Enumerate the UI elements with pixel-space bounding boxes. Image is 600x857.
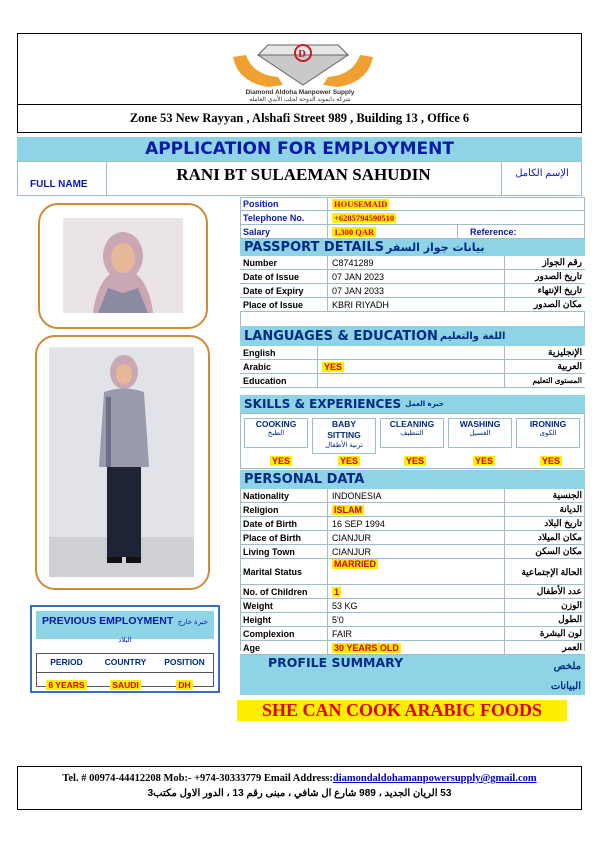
- skill-name: WASHING: [459, 419, 501, 429]
- skill-item: [516, 418, 580, 448]
- passport-header: [240, 239, 585, 256]
- personal-label-ar: تاريخ البلاد: [544, 518, 582, 528]
- language-row: [240, 346, 585, 360]
- personal-label-ar: مكان السكن: [535, 546, 582, 556]
- personal-label: Living Town: [240, 545, 328, 558]
- personal-label-ar: الطول: [558, 614, 582, 624]
- passport-label: Date of Issue: [240, 270, 328, 283]
- skill-name: IRONING: [529, 419, 567, 429]
- previous-employment-box: [30, 605, 220, 693]
- passport-title: PASSPORT DETAILS: [244, 240, 385, 255]
- passport-label-ar: رقم الجواز: [542, 257, 582, 267]
- salary-row: [240, 225, 585, 239]
- language-row: [240, 360, 585, 374]
- passport-value: 07 JAN 2033: [328, 284, 505, 297]
- passport-label: Number: [240, 256, 328, 269]
- marital-value: MARRIED: [334, 559, 376, 569]
- personal-label-ar: الوزن: [561, 600, 582, 610]
- skill-name-ar: الكوى: [539, 430, 557, 437]
- language-label-ar: العربية: [557, 361, 582, 371]
- profile-summary-title-ar: ملخص البيانات: [550, 661, 581, 692]
- prev-emp-period-value: 6 YEARS: [48, 680, 85, 690]
- full-name-row: [17, 161, 582, 196]
- footer-contact: [17, 773, 582, 784]
- prev-emp-position-value: DH: [178, 680, 191, 690]
- personal-label: Complexion: [240, 627, 328, 640]
- passport-label: Place of Issue: [240, 298, 328, 311]
- skill-yes-row: [244, 456, 580, 468]
- personal-value: INDONESIA: [328, 489, 505, 502]
- telephone-row: [240, 211, 585, 225]
- languages-title-ar: اللغة والتعليم: [439, 330, 506, 342]
- personal-value: 16 SEP 1994: [328, 517, 505, 530]
- company-name-ar: شركة دايموند الدوحة لجلب الأيدي العاملة: [249, 97, 351, 103]
- reference-label: Reference:: [470, 226, 517, 237]
- passport-row: [240, 270, 585, 284]
- skill-name: COOKING: [255, 419, 297, 429]
- name-divider-right: [501, 162, 502, 195]
- salary-value: 1,300 QAR: [334, 226, 375, 237]
- applicant-photo-portrait: [63, 218, 183, 313]
- personal-label-ar: عدد الأطفال: [536, 586, 582, 596]
- arabic-value: YES: [324, 361, 343, 372]
- passport-row: [240, 284, 585, 298]
- personal-value: 53 KG: [328, 599, 505, 612]
- profile-summary-text: SHE CAN COOK ARABIC FOODS: [237, 700, 567, 721]
- language-label-ar: الإنجليزية: [548, 347, 582, 357]
- skill-name-ar: تربية الأطفال: [325, 442, 363, 449]
- previous-employment-title-ar: خبرة خارج البلاد: [118, 619, 208, 644]
- prev-emp-table: [36, 653, 214, 690]
- skill-yes: YES: [272, 456, 291, 466]
- passport-label: Date of Expiry: [240, 284, 328, 297]
- passport-label-ar: تاريخ الإنتهاء: [537, 285, 582, 295]
- prev-emp-header-position: POSITION: [164, 657, 205, 667]
- prev-emp-divider: [37, 672, 213, 673]
- address-bar: [17, 104, 582, 132]
- passport-value: C8741289: [328, 256, 505, 269]
- title-band: [17, 137, 582, 161]
- language-label: English: [240, 346, 318, 359]
- passport-value: 07 JAN 2023: [328, 270, 505, 283]
- personal-row: [240, 613, 585, 627]
- prev-emp-period: [37, 675, 96, 693]
- passport-row: [240, 256, 585, 270]
- children-value: 1: [334, 586, 340, 597]
- skills-title-ar: خبرة العمل: [405, 400, 444, 408]
- personal-row: [240, 545, 585, 559]
- company-name-en: Diamond Aldoha Manpower Supply: [245, 89, 355, 96]
- passport-title-ar: بيانات جواز السفر: [386, 241, 485, 254]
- personal-row: [240, 627, 585, 641]
- full-name-label: FULL NAME: [30, 179, 88, 190]
- footer-contact-text: Tel. # 00974-44412208 Mob:- +974-30333779 Email Address:: [62, 773, 333, 784]
- page-title: APPLICATION FOR EMPLOYMENT: [145, 139, 454, 159]
- profile-summary-box: [240, 655, 585, 695]
- telephone-label: Telephone No.: [240, 211, 328, 224]
- skill-item: [312, 418, 376, 454]
- full-name-label-ar: الإسم الكامل: [515, 168, 569, 179]
- skill-item: [448, 418, 512, 448]
- skill-item: [244, 418, 308, 448]
- personal-label-ar: مكان الميلاد: [537, 532, 582, 542]
- personal-label-ar: الديانة: [559, 504, 582, 514]
- personal-label: Place of Birth: [240, 531, 328, 544]
- skill-name-ar: الغسيل: [469, 430, 491, 437]
- personal-value: CIANJUR: [328, 545, 505, 558]
- personal-label: Date of Birth: [240, 517, 328, 530]
- personal-row: [240, 641, 585, 655]
- prev-emp-position: [155, 675, 214, 693]
- personal-row: [240, 599, 585, 613]
- previous-employment-header: [36, 611, 214, 644]
- prev-emp-header-country: COUNTRY: [104, 657, 147, 667]
- prev-emp-country: [96, 675, 155, 693]
- skill-name: CLEANING: [389, 419, 435, 429]
- skill-item: [380, 418, 444, 448]
- personal-label-ar: لون البشرة: [539, 628, 582, 638]
- personal-label: Marital Status: [240, 559, 328, 584]
- personal-row: [240, 531, 585, 545]
- age-value: 30 YEARS OLD: [334, 642, 399, 653]
- personal-title: PERSONAL DATA: [244, 472, 365, 487]
- previous-employment-title: PREVIOUS EMPLOYMENT: [42, 615, 174, 627]
- company-address: Zone 53 New Rayyan , Alshafi Street 989 , Building 13 , Office 6: [129, 111, 470, 125]
- language-label: Education: [240, 374, 318, 387]
- prev-emp-country-value: SAUDI: [112, 680, 139, 690]
- skill-yes: YES: [340, 456, 359, 466]
- languages-header: [240, 326, 585, 346]
- personal-row: [240, 559, 585, 585]
- personal-row: [240, 489, 585, 503]
- personal-label-ar: الحالة الإجتماعية: [521, 566, 582, 577]
- personal-value: FAIR: [328, 627, 505, 640]
- passport-label-ar: مكان الصدور: [533, 299, 582, 309]
- personal-label-ar: الجنسية: [552, 490, 582, 500]
- language-label: Arabic: [240, 360, 318, 373]
- personal-row: [240, 585, 585, 599]
- position-label: Position: [240, 197, 328, 210]
- skill-name-ar: التنظيف: [400, 430, 424, 437]
- skill-yes: YES: [475, 456, 494, 466]
- svg-text:D: D: [298, 50, 306, 60]
- personal-value: 5'0: [328, 613, 505, 626]
- position-row: [240, 197, 585, 211]
- position-value: HOUSEMAID: [334, 198, 388, 209]
- applicant-photo-full: [49, 347, 194, 577]
- skill-name-ar: الطبخ: [267, 430, 285, 437]
- skill-name: BABY SITTING: [327, 419, 361, 440]
- skills-title: SKILLS & EXPERIENCES: [244, 397, 402, 411]
- skills-header: [240, 395, 585, 413]
- footer-email-link[interactable]: diamondaldohamanpowersupply@gmail.com: [332, 773, 537, 784]
- skill-yes: YES: [406, 456, 425, 466]
- personal-label: Height: [240, 613, 328, 626]
- personal-label: Religion: [240, 503, 328, 516]
- telephone-value: +6285794590510: [334, 212, 395, 223]
- language-label-ar: المستوى التعليم: [532, 376, 582, 385]
- footer-address-ar: 53 الريان الجديد ، 989 شارع ال شافي ، مبنى رقم 13 ، الدور الاول مكتب3: [147, 788, 452, 799]
- personal-header: [240, 470, 585, 489]
- passport-label-ar: تاريخ الصدور: [535, 271, 582, 281]
- language-row: [240, 374, 585, 388]
- personal-row: [240, 503, 585, 517]
- full-name-value: RANI BT SULAEMAN SAHUDIN: [176, 165, 431, 184]
- skill-yes: YES: [542, 456, 561, 466]
- personal-row: [240, 517, 585, 531]
- languages-title: LANGUAGES & EDUCATION: [244, 328, 438, 344]
- personal-label: No. of Children: [240, 585, 328, 598]
- salary-label: Salary: [240, 225, 328, 238]
- passport-row: [240, 298, 585, 312]
- personal-label-ar: العمر: [562, 642, 582, 652]
- personal-value: CIANJUR: [328, 531, 505, 544]
- personal-label: Nationality: [240, 489, 328, 502]
- passport-value: KBRI RIYADH: [328, 298, 505, 311]
- religion-value: ISLAM: [334, 504, 362, 515]
- personal-label: Weight: [240, 599, 328, 612]
- prev-emp-header-period: PERIOD: [50, 657, 83, 667]
- profile-summary-title: PROFILE SUMMARY: [268, 655, 404, 670]
- personal-label: Age: [240, 641, 328, 654]
- passport-spacer: [240, 312, 585, 326]
